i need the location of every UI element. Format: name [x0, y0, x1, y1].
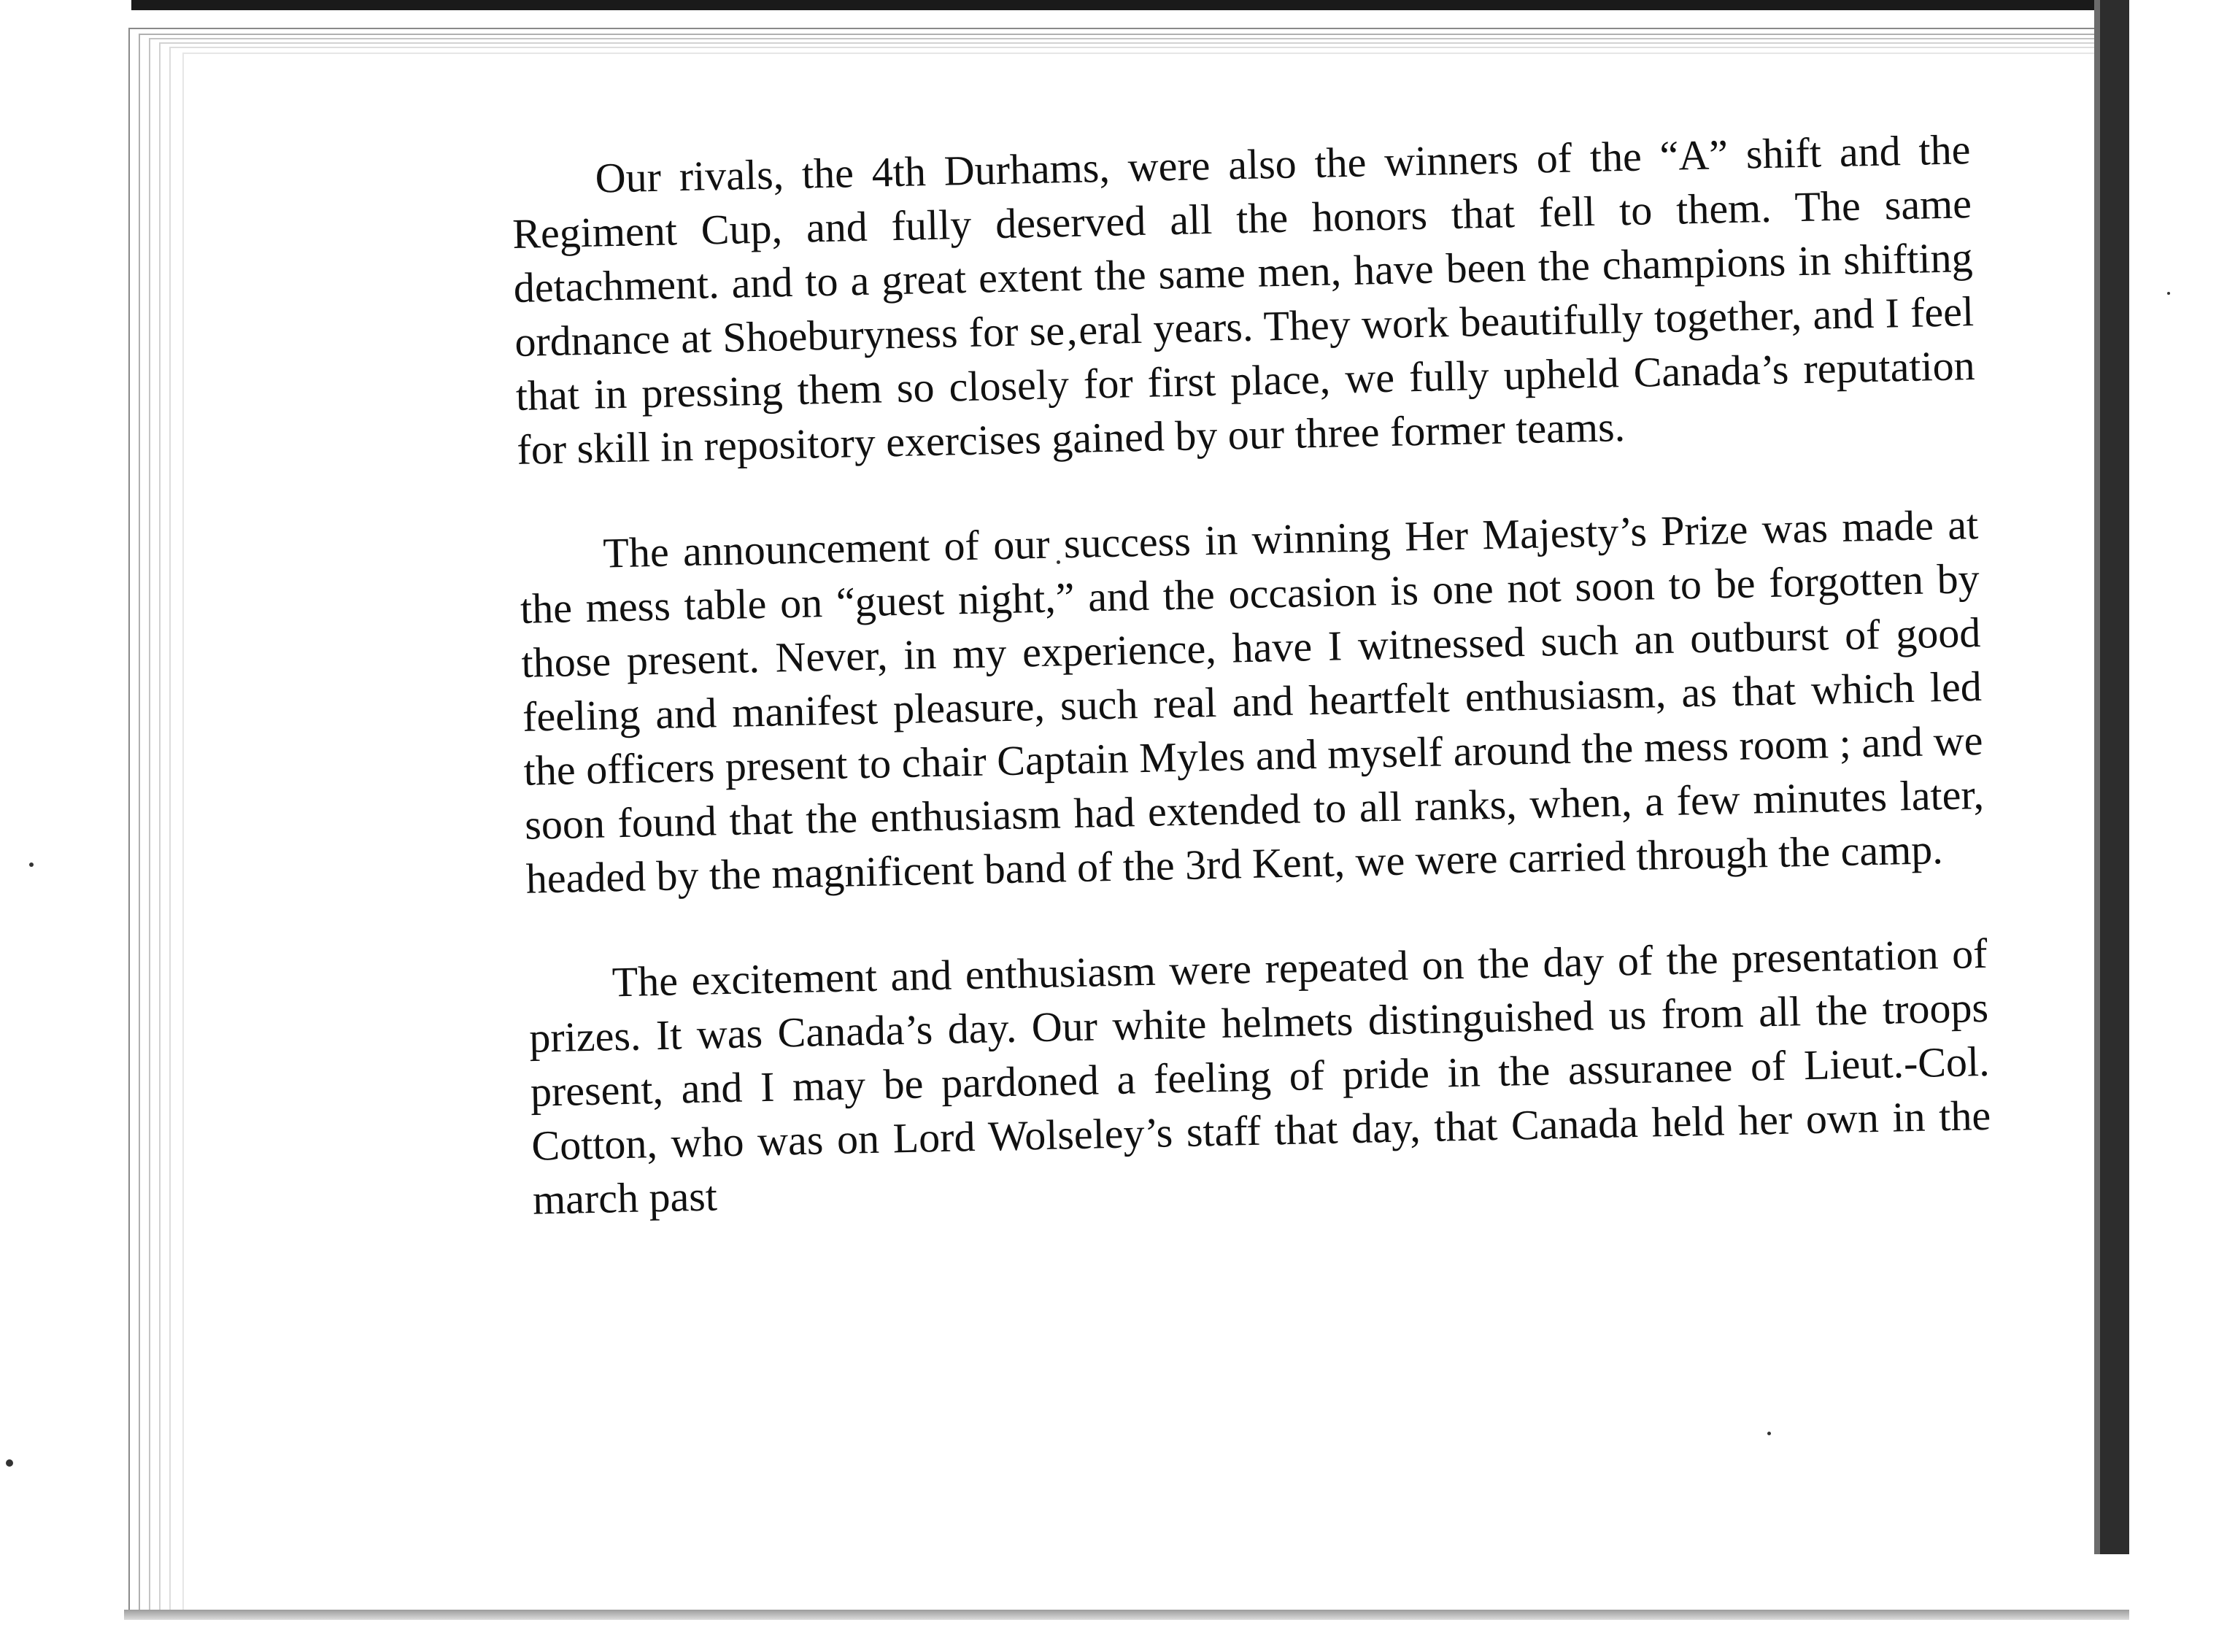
- scan-speck: [6, 1459, 13, 1467]
- scan-speck: [2167, 292, 2170, 295]
- body-text: [511, 123, 1994, 1278]
- page-bottom-shadow: [124, 1610, 2138, 1620]
- scan-top-border: [131, 0, 2101, 10]
- scan-speck: [29, 862, 34, 867]
- paragraph-2: The announcement of our success in winning Her Majesty’s Prize was made at the mess table on “guest night,” and the occasion is one not soon to be forgotten by those present. Never, in my experience, have I witnessed such an outburst of good feeling and manifest pleasure, such real and heartfelt enthusiasm, as that which led the officers present to chair Captain Myles and myself around the mess room ; and we soon found that the enthusiasm had extended to all ranks, when, a few minutes later, headed by the magnificent band of the 3rd Kent, we were carried through the camp.: [520, 501, 1985, 903]
- paragraph-3: The excitement and enthusiasm were repeated on the day of the presentation of prizes. It was Canada’s day. Our white helmets distinguished us from all the troops present, and I may be pardoned a feeling of pride in the assuranee of Lieut.-Col. Cotton, who was on Lord Wolseley’s staff that day, that Canada held her own in the march past: [528, 929, 1991, 1224]
- scan-right-margin: [2129, 0, 2227, 1652]
- book-spine: [2100, 0, 2129, 1554]
- paragraph-1: Our rivals, the 4th Durhams, were also the winners of the “A” shift and the Regiment Cup, and fully deserved all the honors that fell to them. The same detachment. and to a great extent the same men, have been the champions in shifting ordnance at Shoeburyness for se‚eral years. They work beautifully together, and I feel that in pressing them so closely for first place, we fully upheld Canada’s reputation for skill in repository exercises gained by our three former teams.: [512, 126, 1976, 474]
- scan-speck: [1767, 1432, 1771, 1435]
